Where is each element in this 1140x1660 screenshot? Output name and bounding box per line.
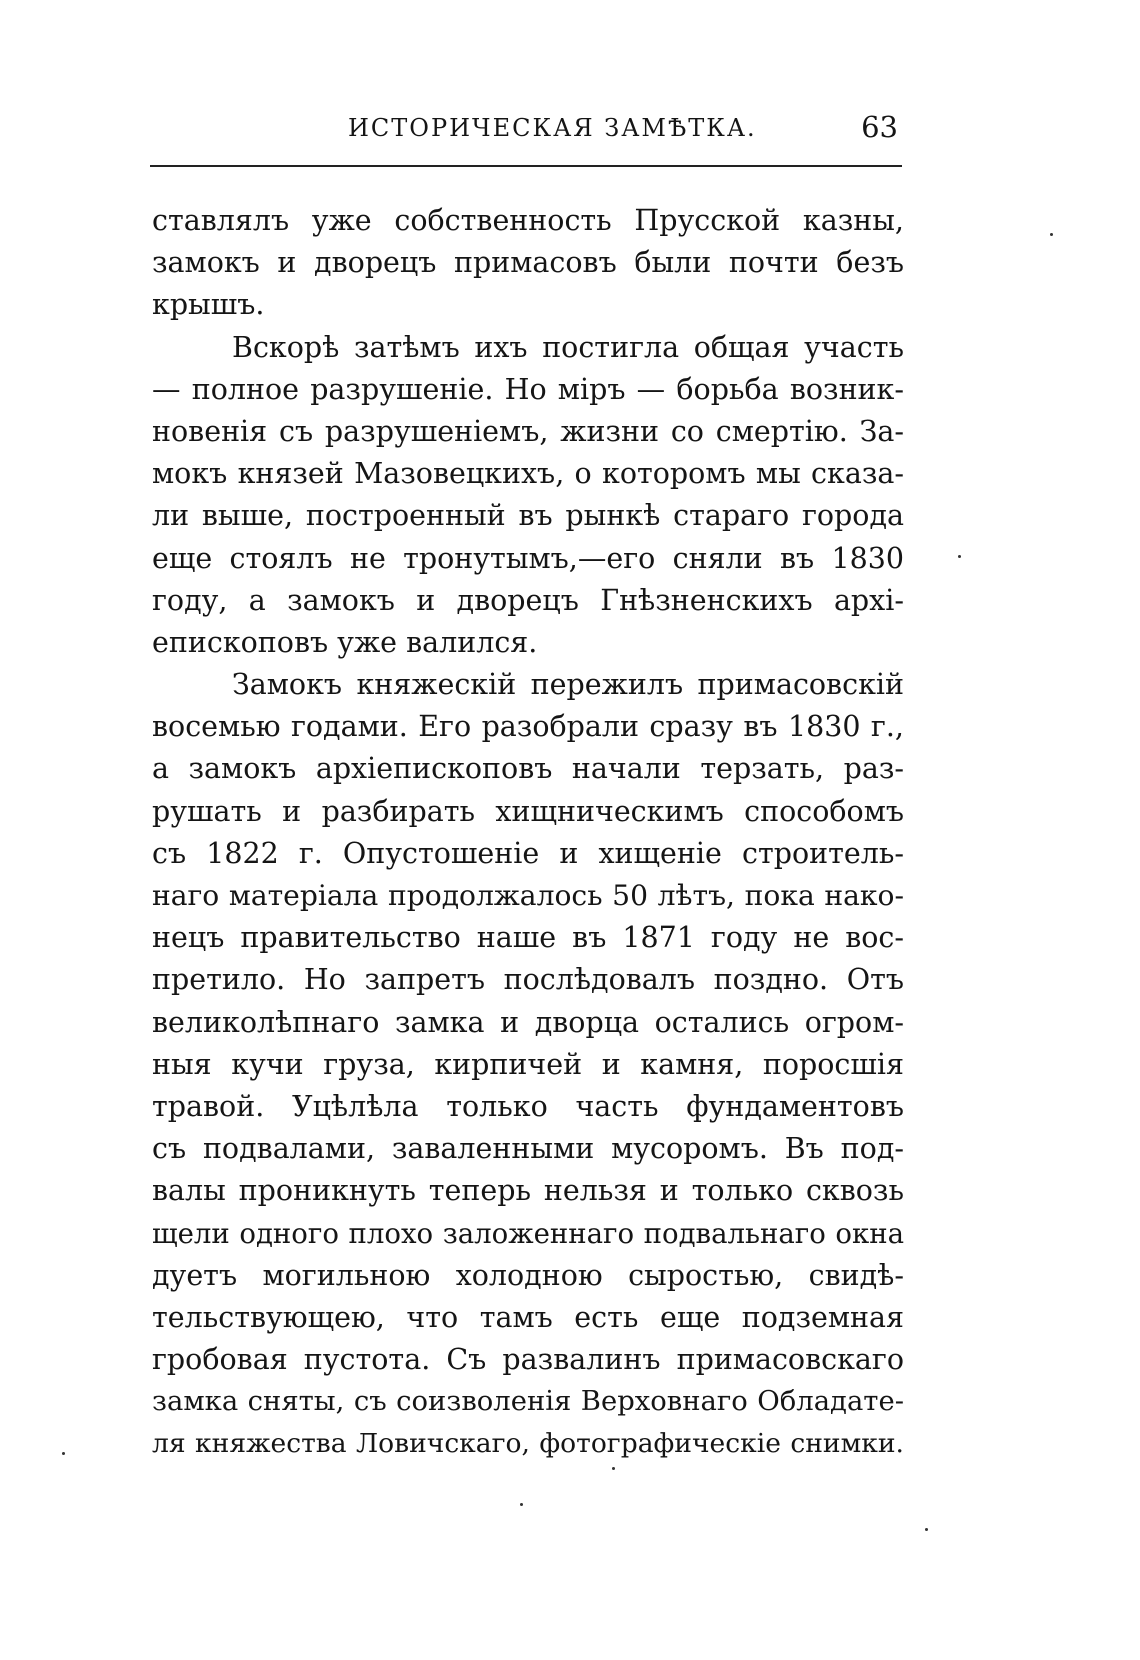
text-line: съ подвалами, заваленными мусоромъ. Въ под-: [152, 1132, 904, 1166]
text-line: претило. Но запретъ послѣдовалъ поздно. Отъ: [152, 963, 904, 997]
scan-speck: [612, 1467, 615, 1470]
text-line: епископовъ уже валился.: [152, 625, 538, 659]
text-line: травой. Уцѣлѣла только часть фундаментовъ: [152, 1089, 904, 1123]
text-line: ставлялъ уже собственность Прусской казны,: [152, 204, 904, 237]
text-line: — полное разрушеніе. Но міръ — борьба возник-: [152, 372, 904, 406]
text-line: дуетъ могильною холодною сыростью, свидѣ-: [152, 1258, 904, 1292]
text-line: ли выше, построенный въ рынкѣ стараго города: [152, 499, 904, 533]
text-line: гробовая пустота. Съ развалинъ примасовскаго: [152, 1343, 904, 1377]
text-line: замокъ и дворецъ примасовъ были почти безъ: [152, 246, 904, 280]
text-line: а замокъ архіепископовъ начали терзать, раз-: [152, 752, 904, 786]
text-line: съ 1822 г. Опустошеніе и хищеніе строитель-: [152, 836, 904, 870]
header-rule: [150, 165, 902, 167]
text-line: ля княжества Ловичскаго, фотографическіе снимки.: [152, 1428, 904, 1460]
text-line: валы проникнуть теперь нельзя и только сквозь: [152, 1174, 904, 1208]
text-line: нецъ правительство наше въ 1871 году не вос-: [152, 921, 904, 955]
text-line: еще стоялъ не тронутымъ,—его сняли въ 1830: [152, 541, 904, 575]
scan-speck: [1050, 233, 1053, 236]
text-line: великолѣпнаго замка и дворца остались огром-: [152, 1005, 904, 1039]
running-title: ИСТОРИЧЕСКАЯ ЗАМѢТКА.: [348, 114, 757, 142]
page-header: [150, 110, 902, 150]
text-line: году, а замокъ и дворецъ Гнѣзненскихъ архі-: [152, 583, 904, 617]
scan-speck: [925, 1528, 928, 1531]
text-line: тельствующею, что тамъ есть еще подземная: [152, 1300, 904, 1334]
text-line: новенія съ разрушеніемъ, жизни со смертію. За-: [152, 414, 904, 448]
text-line: восемью годами. Его разобрали сразу въ 1830 г.,: [152, 710, 904, 744]
text-line: щели одного плохо заложеннаго подвальнаго окна: [152, 1217, 904, 1250]
text-line: Вскорѣ затѣмъ ихъ постигла общая участь: [232, 330, 904, 364]
text-line: мокъ князей Мазовецкихъ, о которомъ мы сказа-: [152, 457, 904, 491]
scan-speck: [958, 555, 961, 558]
text-line: наго матеріала продолжалось 50 лѣтъ, пока нако-: [152, 879, 904, 912]
text-line: ныя кучи груза, кирпичей и камня, поросшія: [152, 1047, 904, 1081]
scan-speck: [520, 1503, 523, 1506]
text-line: замка сняты, съ соизволенія Верховнаго Обладате-: [152, 1386, 904, 1418]
text-line: рушать и разбирать хищническимъ способомъ: [152, 794, 904, 828]
text-line: крышъ.: [152, 288, 265, 322]
scan-speck: [62, 1452, 65, 1455]
page-number: 63: [861, 110, 898, 144]
text-line: Замокъ княжескій пережилъ примасовскій: [232, 668, 904, 702]
body-text: [152, 200, 904, 1466]
